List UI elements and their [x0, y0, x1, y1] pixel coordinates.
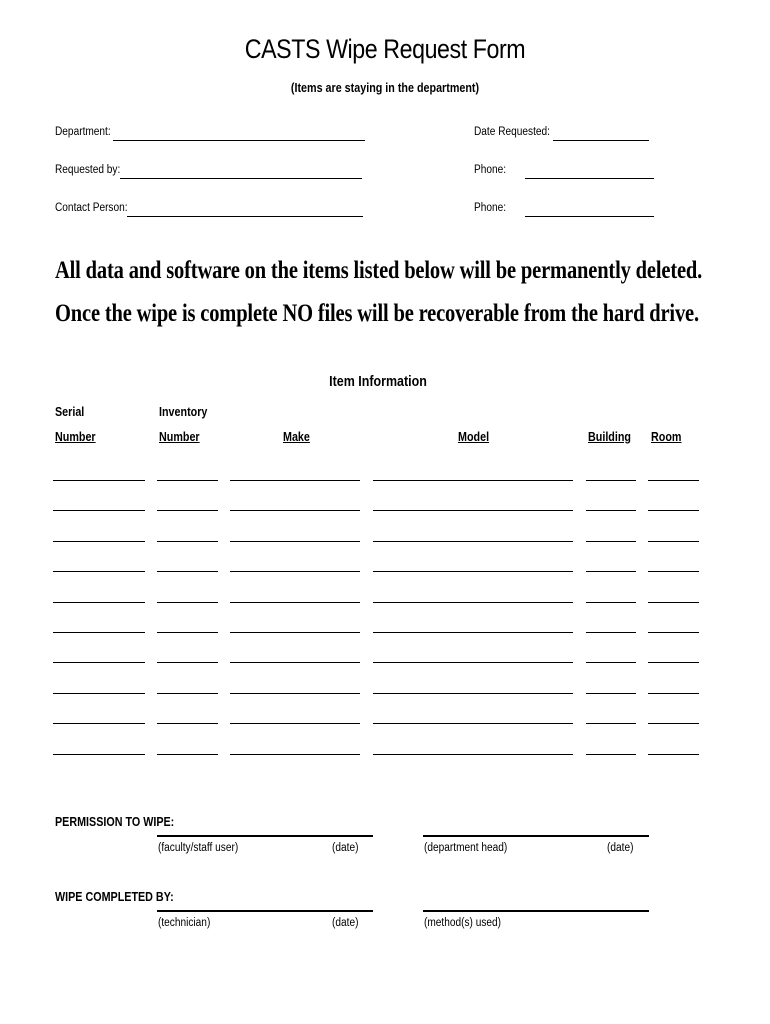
row-3-make-field[interactable] [230, 541, 360, 542]
row-1-inventory-field[interactable] [157, 480, 218, 481]
row-10-serial-field[interactable] [53, 754, 145, 755]
row-1-serial-field[interactable] [53, 480, 145, 481]
row-9-inventory-field[interactable] [157, 723, 218, 724]
row-1-model-field[interactable] [373, 480, 573, 481]
row-6-make-field[interactable] [230, 632, 360, 633]
contact-person-field[interactable] [127, 216, 363, 217]
item-information-heading: Item Information [329, 374, 427, 390]
row-6-serial-field[interactable] [53, 632, 145, 633]
permission-date-caption-1: (date) [332, 842, 359, 854]
row-10-model-field[interactable] [373, 754, 573, 755]
inventory-header-top: Inventory [159, 405, 208, 419]
row-9-room-field[interactable] [648, 723, 699, 724]
building-header: Building [588, 430, 631, 444]
make-header: Make [283, 430, 310, 444]
dept-head-caption: (department head) [424, 842, 508, 854]
phone-label-1: Phone: [474, 164, 507, 176]
row-7-serial-field[interactable] [53, 662, 145, 663]
dept-head-signature-line[interactable] [423, 835, 649, 837]
row-5-building-field[interactable] [586, 602, 636, 603]
row-1-make-field[interactable] [230, 480, 360, 481]
row-4-make-field[interactable] [230, 571, 360, 572]
row-5-inventory-field[interactable] [157, 602, 218, 603]
row-3-room-field[interactable] [648, 541, 699, 542]
warning-line-2: Once the wipe is complete NO files will be recoverable from the hard drive. [55, 300, 699, 327]
permission-date-caption-2: (date) [607, 842, 634, 854]
row-3-inventory-field[interactable] [157, 541, 218, 542]
completed-date-caption: (date) [332, 917, 359, 929]
row-4-inventory-field[interactable] [157, 571, 218, 572]
row-2-room-field[interactable] [648, 510, 699, 511]
row-6-model-field[interactable] [373, 632, 573, 633]
row-7-room-field[interactable] [648, 662, 699, 663]
phone-label-2: Phone: [474, 202, 507, 214]
row-4-model-field[interactable] [373, 571, 573, 572]
row-2-building-field[interactable] [586, 510, 636, 511]
row-4-building-field[interactable] [586, 571, 636, 572]
row-7-inventory-field[interactable] [157, 662, 218, 663]
row-4-room-field[interactable] [648, 571, 699, 572]
row-10-building-field[interactable] [586, 754, 636, 755]
row-6-inventory-field[interactable] [157, 632, 218, 633]
row-2-serial-field[interactable] [53, 510, 145, 511]
row-8-building-field[interactable] [586, 693, 636, 694]
completed-label: WIPE COMPLETED BY: [55, 890, 174, 904]
row-2-make-field[interactable] [230, 510, 360, 511]
row-8-model-field[interactable] [373, 693, 573, 694]
row-6-building-field[interactable] [586, 632, 636, 633]
row-9-make-field[interactable] [230, 723, 360, 724]
warning-line-1: All data and software on the items listed below will be permanently deleted. [55, 257, 703, 284]
row-2-model-field[interactable] [373, 510, 573, 511]
row-9-serial-field[interactable] [53, 723, 145, 724]
row-9-model-field[interactable] [373, 723, 573, 724]
row-3-building-field[interactable] [586, 541, 636, 542]
phone-field-1[interactable] [525, 178, 654, 179]
row-5-model-field[interactable] [373, 602, 573, 603]
row-8-room-field[interactable] [648, 693, 699, 694]
methods-caption: (method(s) used) [424, 917, 502, 929]
requested-by-field[interactable] [120, 178, 362, 179]
methods-line[interactable] [423, 910, 649, 912]
row-8-serial-field[interactable] [53, 693, 145, 694]
row-3-model-field[interactable] [373, 541, 573, 542]
inventory-header-bottom: Number [159, 430, 200, 444]
phone-field-2[interactable] [525, 216, 654, 217]
faculty-signature-line[interactable] [157, 835, 373, 837]
row-8-make-field[interactable] [230, 693, 360, 694]
row-7-make-field[interactable] [230, 662, 360, 663]
row-9-building-field[interactable] [586, 723, 636, 724]
form-title: CASTS Wipe Request Form [244, 34, 526, 64]
department-field[interactable] [113, 140, 365, 141]
serial-header-bottom: Number [55, 430, 96, 444]
row-4-serial-field[interactable] [53, 571, 145, 572]
model-header: Model [458, 430, 490, 444]
row-10-room-field[interactable] [648, 754, 699, 755]
row-7-model-field[interactable] [373, 662, 573, 663]
department-label: Department: [55, 126, 111, 138]
serial-header-top: Serial [55, 405, 85, 419]
row-10-make-field[interactable] [230, 754, 360, 755]
row-5-make-field[interactable] [230, 602, 360, 603]
row-2-inventory-field[interactable] [157, 510, 218, 511]
row-3-serial-field[interactable] [53, 541, 145, 542]
row-7-building-field[interactable] [586, 662, 636, 663]
row-1-room-field[interactable] [648, 480, 699, 481]
requested-by-label: Requested by: [55, 164, 121, 176]
row-5-room-field[interactable] [648, 602, 699, 603]
permission-label: PERMISSION TO WIPE: [55, 815, 175, 829]
date-requested-field[interactable] [553, 140, 649, 141]
form-subtitle: (Items are staying in the department) [290, 81, 480, 95]
room-header: Room [651, 430, 682, 444]
contact-person-label: Contact Person: [55, 202, 128, 214]
faculty-caption: (faculty/staff user) [158, 842, 239, 854]
technician-signature-line[interactable] [157, 910, 373, 912]
row-8-inventory-field[interactable] [157, 693, 218, 694]
technician-caption: (technician) [158, 917, 211, 929]
row-5-serial-field[interactable] [53, 602, 145, 603]
row-1-building-field[interactable] [586, 480, 636, 481]
date-requested-label: Date Requested: [474, 126, 550, 138]
row-10-inventory-field[interactable] [157, 754, 218, 755]
row-6-room-field[interactable] [648, 632, 699, 633]
